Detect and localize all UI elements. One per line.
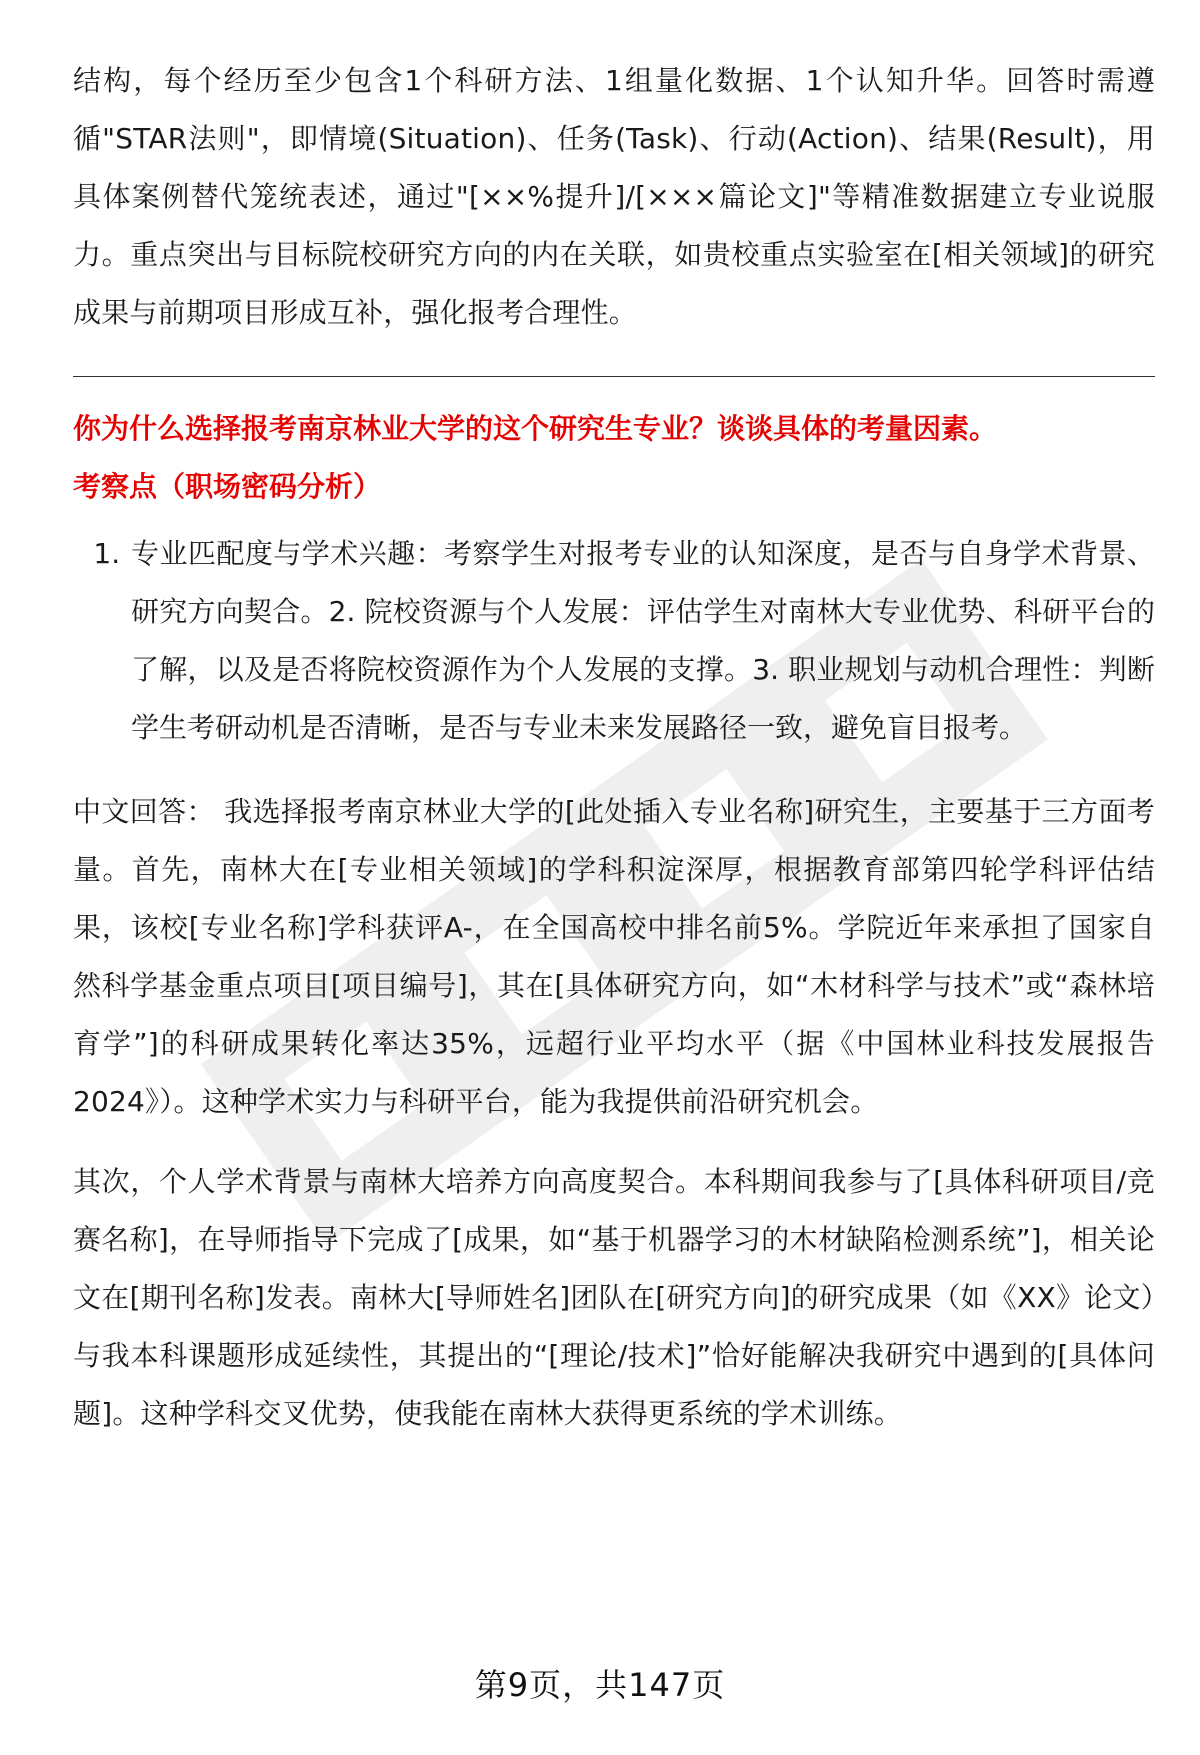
paragraph-gap (73, 1131, 1155, 1153)
main-content (73, 52, 1155, 1443)
list-item: 1. 专业匹配度与学术兴趣：考察学生对报考专业的认知深度，是否与自身学术背景、研究方向契合。2. 院校资源与个人发展：评估学生对南林大专业优势、科研平台的了解，以及是否将院校资源作为个人发展的支撑。3. 职业规划与动机合理性：判断学生考研动机是否清晰，是否与专业未来发展路径一致，避免盲目报考。 (129, 525, 1155, 757)
analysis-subheading: 考察点（职场密码分析） (73, 470, 382, 503)
assessment-points-list (73, 525, 1155, 757)
answer-paragraph-1: 中文回答： 我选择报考南京林业大学的[此处插入专业名称]研究生，主要基于三方面考量。首先，南林大在[专业相关领域]的学科积淀深厚，根据教育部第四轮学科评估结果，该校[专业名称]学科获评A-，在全国高校中排名前5%。学院近年来承担了国家自然科学基金重点项目[项目编号]，其在[具体研究方向，如“木材科学与技术”或“森林培育学”]的科研成果转化率达35%，远超行业平均水平（据《中国林业科技发展报告2024》）。这种学术实力与科研平台，能为我提供前沿研究机会。 (73, 795, 1155, 1118)
section-divider (73, 376, 1155, 377)
page-number: 第9页，共147页 (474, 1666, 726, 1704)
question-title: 你为什么选择报考南京林业大学的这个研究生专业？谈谈具体的考量因素。 (73, 412, 998, 445)
answer-paragraph-2: 其次，个人学术背景与南林大培养方向高度契合。本科期间我参与了[具体科研项目/竞赛名称]，在导师指导下完成了[成果，如“基于机器学习的木材缺陷检测系统”]，相关论文在[期刊名称]发表。南林大[导师姓名]团队在[研究方向]的研究成果（如《XX》论文）与我本科课题形成延续性，其提出的“[理论/技术]”恰好能解决我研究中遇到的[具体问题]。这种学科交叉优势，使我能在南林大获得更系统的学术训练。 (73, 1165, 1155, 1430)
intro-paragraph: 结构，每个经历至少包含1个科研方法、1组量化数据、1个认知升华。回答时需遵循"STAR法则"，即情境(Situation)、任务(Task)、行动(Action)、结果(Result)，用具体案例替代笼统表述，通过"[××%提升]/[×××篇论文]"等精准数据建立专业说服力。重点突出与目标院校研究方向的内在关联，如贵校重点实验室在[相关领域]的研究成果与前期项目形成互补，强化报考合理性。 (73, 64, 1155, 329)
